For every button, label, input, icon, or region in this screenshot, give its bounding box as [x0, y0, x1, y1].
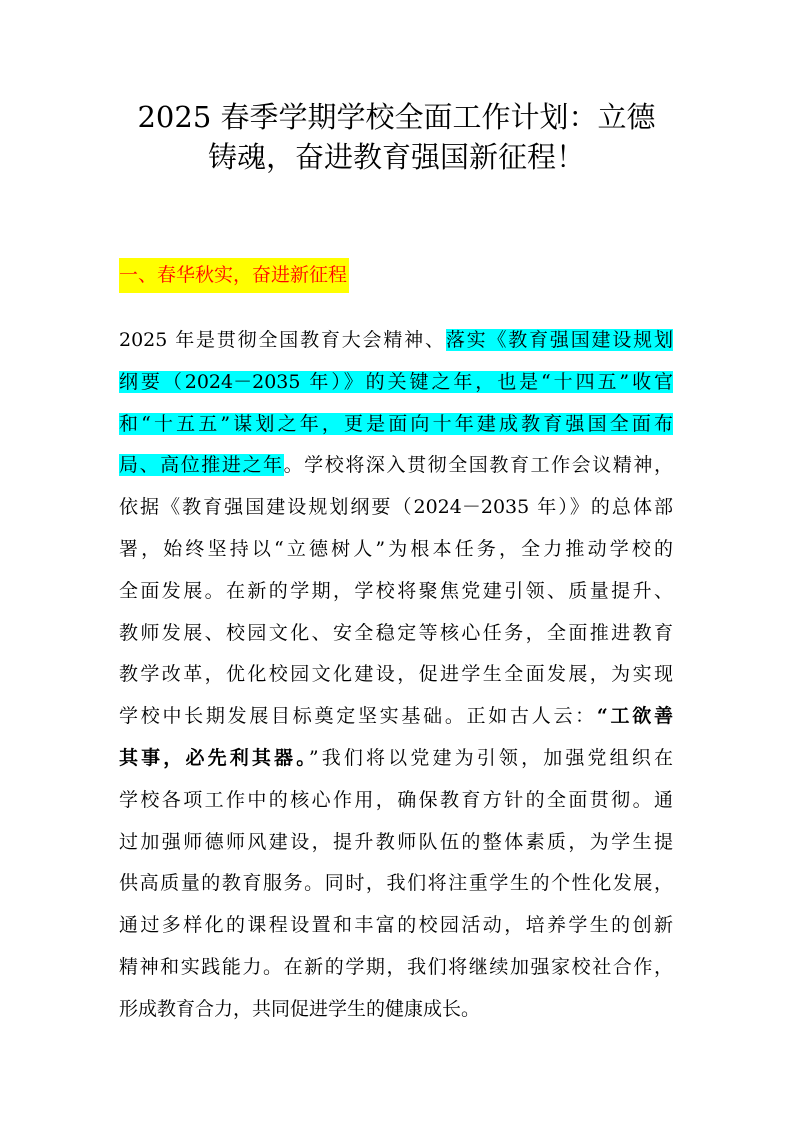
text-line: [119, 989, 673, 1031]
bold-quote-text: 其事，必先利其器。: [119, 746, 309, 769]
text-line: [119, 404, 673, 446]
text-line: [119, 654, 673, 696]
text-line: [119, 529, 673, 571]
highlighted-text: 纲要（2024－2035 年）》的关键之年，也是“十四五”收官: [119, 370, 673, 393]
text-line: [119, 362, 673, 404]
bold-quote-text: “工欲善: [596, 705, 673, 728]
text-line: [119, 863, 673, 905]
document-title: [100, 97, 693, 177]
text-segment: 教师发展、校园文化、安全稳定等核心任务，全面推进教育: [119, 621, 673, 644]
body-paragraph: [119, 320, 673, 1031]
text-segment: ”我们将以党建为引领，加强党组织在: [308, 746, 673, 769]
text-line: [119, 571, 673, 613]
text-line: [119, 320, 673, 362]
text-segment: 过加强师德师风建设，提升教师队伍的整体素质，为学生提: [119, 830, 673, 853]
text-line: [119, 613, 673, 655]
text-segment: 形成教育合力，共同促进学生的健康成长。: [119, 997, 481, 1020]
text-segment: 。学校将深入贯彻全国教育工作会议精神，: [283, 454, 673, 477]
text-segment: 教学改革，优化校园文化建设，促进学生全面发展，为实现: [119, 663, 673, 686]
text-segment: 供高质量的教育服务。同时，我们将注重学生的个性化发展，: [119, 872, 673, 895]
text-segment: 2025 年是贯彻全国教育大会精神、: [119, 329, 446, 351]
highlighted-text: 局、高位推进之年: [119, 454, 284, 477]
title-line: 2025 春季学期学校全面工作计划：立德: [137, 100, 656, 134]
text-line: [119, 947, 673, 989]
title-line: 铸魂，奋进教育强国新征程！: [207, 140, 585, 174]
text-segment: 学校中长期发展目标奠定坚实基础。正如古人云：: [119, 705, 597, 728]
text-segment: 通过多样化的课程设置和丰富的校园活动，培养学生的创新: [119, 914, 673, 937]
text-line: [119, 822, 673, 864]
text-line: [119, 905, 673, 947]
text-segment: 依据《教育强国建设规划纲要（2024－2035 年）》的总体部: [119, 496, 673, 519]
section-heading: 一、春华秋实，奋进新征程: [119, 258, 349, 293]
text-line: [119, 445, 673, 487]
text-line: [119, 738, 673, 780]
text-segment: 署，始终坚持以“立德树人”为根本任务，全力推动学校的: [119, 537, 673, 560]
text-line: [119, 780, 673, 822]
text-line: [119, 487, 673, 529]
highlighted-text: 落实《教育强国建设规划: [445, 329, 673, 351]
highlighted-text: 和“十五五”谋划之年，更是面向十年建成教育强国全面布: [119, 412, 673, 435]
text-segment: 精神和实践能力。在新的学期，我们将继续加强家校社合作，: [119, 955, 673, 978]
text-line: [119, 696, 673, 738]
text-segment: 学校各项工作中的核心作用，确保教育方针的全面贯彻。通: [119, 788, 673, 811]
text-segment: 全面发展。在新的学期，学校将聚焦党建引领、质量提升、: [119, 579, 673, 602]
